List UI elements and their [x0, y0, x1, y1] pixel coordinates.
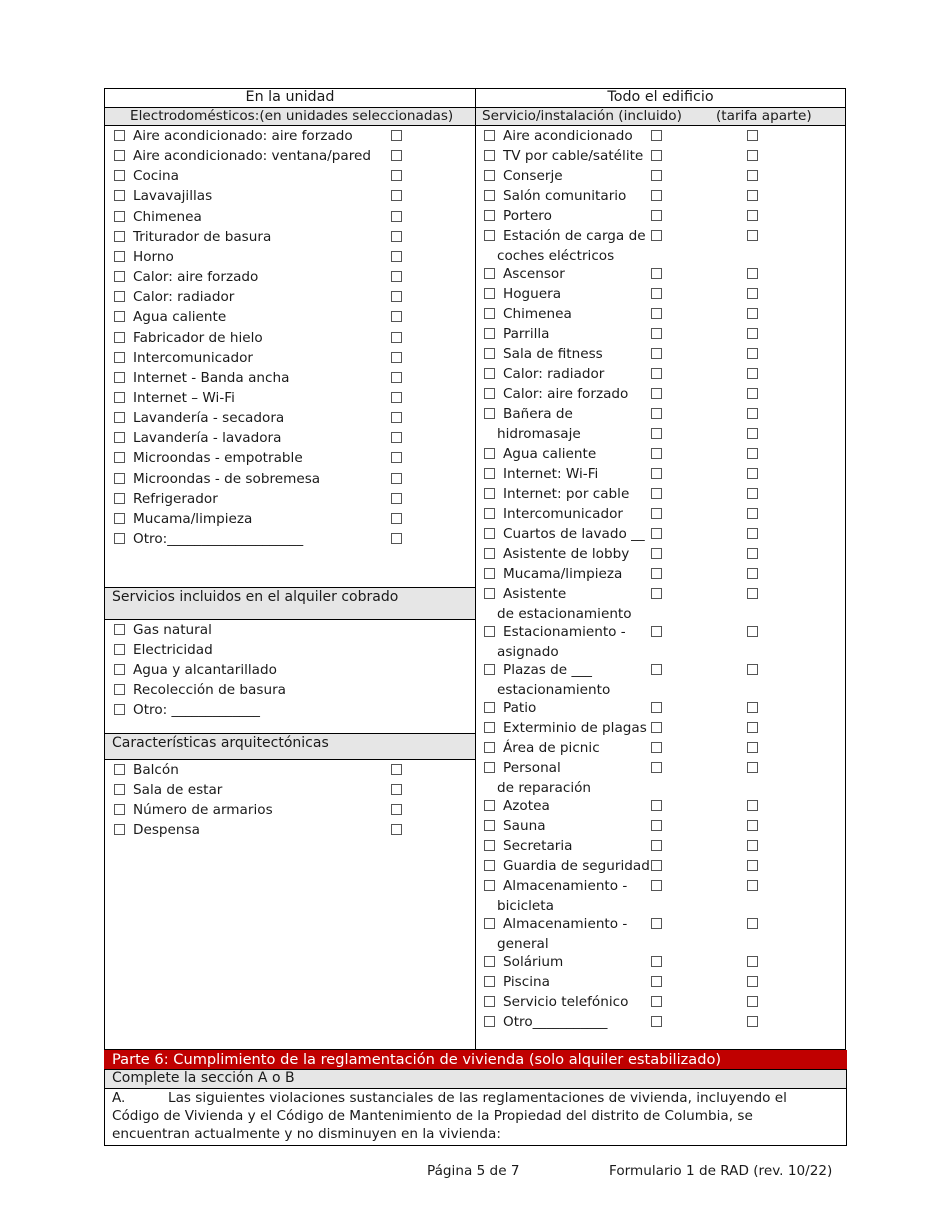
- included-checkbox[interactable]: [651, 150, 662, 161]
- building-service-checkbox[interactable]: [484, 820, 495, 831]
- appliance-selected-checkbox[interactable]: [391, 311, 402, 322]
- appliance-label: Aire acondicionado: aire forzado: [133, 128, 353, 144]
- architectural-label: Sala de estar: [133, 782, 223, 798]
- separate-fee-checkbox[interactable]: [747, 150, 758, 161]
- appliance-selected-checkbox[interactable]: [391, 473, 402, 484]
- appliance-checkbox[interactable]: [114, 372, 125, 383]
- appliance-checkbox[interactable]: [114, 412, 125, 423]
- included-checkbox[interactable]: [651, 408, 662, 419]
- included-checkbox[interactable]: [651, 368, 662, 379]
- form-id: Formulario 1 de RAD (rev. 10/22): [609, 1163, 833, 1179]
- appliance-label: Calor: radiador: [133, 289, 235, 305]
- separate-fee-checkbox[interactable]: [747, 762, 758, 773]
- building-service-label: Piscina: [503, 974, 550, 990]
- building-service-label-line2: de reparación: [497, 780, 592, 796]
- rent-services-top-line: [104, 587, 475, 588]
- rent-service-checkbox[interactable]: [114, 684, 125, 695]
- rent-services-title: Servicios incluidos en el alquiler cobrado: [112, 589, 399, 605]
- appliance-checkbox[interactable]: [114, 211, 125, 222]
- included-checkbox[interactable]: [651, 548, 662, 559]
- building-service-label: Cuartos de lavado __: [503, 526, 645, 542]
- architectural-label: Despensa: [133, 822, 200, 838]
- separate-fee-checkbox[interactable]: [747, 210, 758, 221]
- separate-fee-checkbox[interactable]: [747, 488, 758, 499]
- rent-service-label: Otro: _____________: [133, 702, 260, 718]
- building-service-checkbox[interactable]: [484, 568, 495, 579]
- building-service-checkbox[interactable]: [484, 664, 495, 675]
- rent-service-label: Recolección de basura: [133, 682, 286, 698]
- appliance-label: Chimenea: [133, 209, 202, 225]
- part6-instruction: Complete la sección A o B: [112, 1070, 295, 1086]
- building-service-label: Área de picnic: [503, 740, 600, 756]
- rent-service-checkbox[interactable]: [114, 624, 125, 635]
- building-service-label: Exterminio de plagas: [503, 720, 647, 736]
- building-service-label: Estacionamiento -: [503, 624, 626, 640]
- section-a-letter: A.: [112, 1090, 126, 1106]
- building-service-checkbox[interactable]: [484, 468, 495, 479]
- appliances-subheader: Electrodomésticos:(en unidades seleccionadas): [130, 108, 454, 124]
- building-service-label-line2: de estacionamiento: [497, 606, 632, 622]
- building-service-label: Estación de carga de: [503, 228, 646, 244]
- rent-service-label: Agua y alcantarillado: [133, 662, 277, 678]
- rent-services-bottom-line: [104, 619, 475, 620]
- rent-service-checkbox[interactable]: [114, 644, 125, 655]
- building-service-label: Calor: aire forzado: [503, 386, 629, 402]
- separate-fee-checkbox[interactable]: [747, 976, 758, 987]
- building-service-checkbox[interactable]: [484, 150, 495, 161]
- included-checkbox[interactable]: [651, 348, 662, 359]
- included-checkbox[interactable]: [651, 488, 662, 499]
- building-service-checkbox[interactable]: [484, 880, 495, 891]
- building-service-checkbox[interactable]: [484, 626, 495, 637]
- building-service-label: Plazas de ___: [503, 662, 592, 678]
- separate-fee-checkbox[interactable]: [747, 448, 758, 459]
- appliance-checkbox[interactable]: [114, 190, 125, 201]
- appliance-label: Intercomunicador: [133, 350, 253, 366]
- separate-fee-checkbox[interactable]: [747, 702, 758, 713]
- architectural-selected-checkbox[interactable]: [391, 804, 402, 815]
- appliance-label: Calor: aire forzado: [133, 269, 259, 285]
- building-service-label: Sauna: [503, 818, 546, 834]
- building-service-label: Internet: Wi-Fi: [503, 466, 599, 482]
- included-checkbox[interactable]: [651, 762, 662, 773]
- building-service-checkbox[interactable]: [484, 210, 495, 221]
- building-service-label: Solárium: [503, 954, 564, 970]
- building-service-label: Calor: radiador: [503, 366, 605, 382]
- appliance-checkbox[interactable]: [114, 493, 125, 504]
- building-service-label: Chimenea: [503, 306, 572, 322]
- page-number: Página 5 de 7: [427, 1163, 520, 1179]
- separate-fee-checkbox[interactable]: [747, 328, 758, 339]
- building-service-checkbox[interactable]: [484, 190, 495, 201]
- building-service-label-line2: bicicleta: [497, 898, 554, 914]
- column-divider: [475, 88, 476, 1050]
- building-service-checkbox[interactable]: [484, 976, 495, 987]
- included-checkbox[interactable]: [651, 722, 662, 733]
- rent-service-label: Gas natural: [133, 622, 212, 638]
- building-service-label: Aire acondicionado: [503, 128, 633, 144]
- building-service-label: Parrilla: [503, 326, 550, 342]
- appliance-checkbox[interactable]: [114, 513, 125, 524]
- separate-fee-checkbox[interactable]: [747, 130, 758, 141]
- separate-fee-checkbox[interactable]: [747, 956, 758, 967]
- appliance-selected-checkbox[interactable]: [391, 513, 402, 524]
- separate-fee-checkbox[interactable]: [747, 548, 758, 559]
- separate-fee-checkbox[interactable]: [747, 880, 758, 891]
- separate-fee-checkbox[interactable]: [747, 288, 758, 299]
- building-service-checkbox[interactable]: [484, 130, 495, 141]
- building-service-checkbox[interactable]: [484, 230, 495, 241]
- included-checkbox[interactable]: [651, 288, 662, 299]
- building-service-label: Bañera de: [503, 406, 573, 422]
- rent-service-checkbox[interactable]: [114, 704, 125, 715]
- appliance-selected-checkbox[interactable]: [391, 291, 402, 302]
- appliance-checkbox[interactable]: [114, 170, 125, 181]
- separate-fee-checkbox[interactable]: [747, 408, 758, 419]
- fee-subheader: (tarifa aparte): [716, 108, 812, 124]
- included-checkbox[interactable]: [651, 568, 662, 579]
- appliance-checkbox[interactable]: [114, 251, 125, 262]
- separate-fee-checkbox[interactable]: [747, 190, 758, 201]
- appliance-checkbox[interactable]: [114, 473, 125, 484]
- appliance-label: Aire acondicionado: ventana/pared: [133, 148, 372, 164]
- appliance-checkbox[interactable]: [114, 452, 125, 463]
- appliance-label: Horno: [133, 249, 174, 265]
- building-column-header: Todo el edificio: [607, 89, 714, 105]
- building-service-checkbox[interactable]: [484, 762, 495, 773]
- appliance-label: Cocina: [133, 168, 180, 184]
- building-service-checkbox[interactable]: [484, 722, 495, 733]
- included-checkbox[interactable]: [651, 508, 662, 519]
- appliance-selected-checkbox[interactable]: [391, 150, 402, 161]
- appliance-selected-checkbox[interactable]: [391, 251, 402, 262]
- included-checkbox[interactable]: [651, 742, 662, 753]
- building-service-checkbox[interactable]: [484, 588, 495, 599]
- separate-fee-checkbox[interactable]: [747, 800, 758, 811]
- included-checkbox[interactable]: [651, 918, 662, 929]
- services-subheader: Servicio/instalación (incluido): [482, 108, 682, 124]
- building-service-checkbox[interactable]: [484, 548, 495, 559]
- separate-fee-checkbox[interactable]: [747, 568, 758, 579]
- building-service-label-line2: coches eléctricos: [497, 248, 615, 264]
- included-checkbox[interactable]: [651, 130, 662, 141]
- building-service-label: Asistente de lobby: [503, 546, 630, 562]
- included-checkbox[interactable]: [651, 170, 662, 181]
- separate-fee-checkbox[interactable]: [747, 996, 758, 1007]
- building-service-label: Guardia de seguridad: [503, 858, 650, 874]
- separate-fee-checkbox[interactable]: [747, 860, 758, 871]
- building-service-label: Sala de fitness: [503, 346, 603, 362]
- included-checkbox[interactable]: [651, 820, 662, 831]
- separate-fee-checkbox[interactable]: [747, 508, 758, 519]
- appliance-selected-checkbox[interactable]: [391, 372, 402, 383]
- included-checkbox[interactable]: [651, 190, 662, 201]
- included-checkbox[interactable]: [651, 388, 662, 399]
- architectural-selected-checkbox[interactable]: [391, 824, 402, 835]
- included-checkbox[interactable]: [651, 268, 662, 279]
- building-service-label-line2: general: [497, 936, 549, 952]
- appliance-label: Microondas - empotrable: [133, 450, 303, 466]
- rent-service-label: Electricidad: [133, 642, 213, 658]
- separate-fee-checkbox[interactable]: [747, 840, 758, 851]
- appliance-selected-checkbox[interactable]: [391, 352, 402, 363]
- appliance-checkbox[interactable]: [114, 432, 125, 443]
- separate-fee-checkbox[interactable]: [747, 664, 758, 675]
- building-service-label: Patio: [503, 700, 537, 716]
- appliance-selected-checkbox[interactable]: [391, 170, 402, 181]
- building-service-label: Azotea: [503, 798, 550, 814]
- appliance-checkbox[interactable]: [114, 352, 125, 363]
- included-checkbox[interactable]: [651, 976, 662, 987]
- appliance-checkbox[interactable]: [114, 392, 125, 403]
- appliance-selected-checkbox[interactable]: [391, 432, 402, 443]
- included-checkbox[interactable]: [651, 210, 662, 221]
- appliance-selected-checkbox[interactable]: [391, 493, 402, 504]
- building-service-checkbox[interactable]: [484, 702, 495, 713]
- building-service-label-line2: hidromasaje: [497, 426, 581, 442]
- included-checkbox[interactable]: [651, 1016, 662, 1027]
- included-checkbox[interactable]: [651, 840, 662, 851]
- appliance-selected-checkbox[interactable]: [391, 392, 402, 403]
- building-service-checkbox[interactable]: [484, 508, 495, 519]
- building-service-label: Hoguera: [503, 286, 562, 302]
- building-service-checkbox[interactable]: [484, 840, 495, 851]
- unit-column-header: En la unidad: [245, 89, 335, 105]
- separate-fee-checkbox[interactable]: [747, 230, 758, 241]
- building-service-label: Asistente: [503, 586, 567, 602]
- architectural-checkbox[interactable]: [114, 824, 125, 835]
- building-service-checkbox[interactable]: [484, 488, 495, 499]
- appliance-label: Fabricador de hielo: [133, 330, 263, 346]
- appliance-label: Microondas - de sobremesa: [133, 471, 321, 487]
- included-checkbox[interactable]: [651, 588, 662, 599]
- architectural-selected-checkbox[interactable]: [391, 784, 402, 795]
- separate-fee-checkbox[interactable]: [747, 348, 758, 359]
- separate-fee-checkbox[interactable]: [747, 388, 758, 399]
- appliance-checkbox[interactable]: [114, 332, 125, 343]
- building-service-checkbox[interactable]: [484, 308, 495, 319]
- building-service-label: Agua caliente: [503, 446, 597, 462]
- building-service-label: Almacenamiento -: [503, 878, 628, 894]
- appliance-label: Refrigerador: [133, 491, 218, 507]
- building-service-label: TV por cable/satélite: [503, 148, 644, 164]
- architectural-selected-checkbox[interactable]: [391, 764, 402, 775]
- separate-fee-checkbox[interactable]: [747, 528, 758, 539]
- building-service-checkbox[interactable]: [484, 918, 495, 929]
- appliance-label: Internet – Wi-Fi: [133, 390, 235, 406]
- appliance-selected-checkbox[interactable]: [391, 271, 402, 282]
- appliance-checkbox[interactable]: [114, 271, 125, 282]
- section-a-line-2: Código de Vivienda y el Código de Mantenimiento de la Propiedad del distrito de Columbia, se: [112, 1108, 753, 1124]
- included-checkbox[interactable]: [651, 800, 662, 811]
- architectural-checkbox[interactable]: [114, 804, 125, 815]
- building-service-checkbox[interactable]: [484, 268, 495, 279]
- building-service-checkbox[interactable]: [484, 956, 495, 967]
- appliance-label: Lavandería - lavadora: [133, 430, 282, 446]
- building-service-checkbox[interactable]: [484, 288, 495, 299]
- building-service-checkbox[interactable]: [484, 742, 495, 753]
- appliance-selected-checkbox[interactable]: [391, 190, 402, 201]
- architectural-title: Características arquitectónicas: [112, 735, 329, 751]
- included-checkbox[interactable]: [651, 996, 662, 1007]
- separate-fee-checkbox[interactable]: [747, 626, 758, 637]
- building-service-label: Mucama/limpieza: [503, 566, 623, 582]
- appliance-selected-checkbox[interactable]: [391, 211, 402, 222]
- appliance-checkbox[interactable]: [114, 291, 125, 302]
- appliance-selected-checkbox[interactable]: [391, 231, 402, 242]
- building-service-checkbox[interactable]: [484, 800, 495, 811]
- separate-fee-checkbox[interactable]: [747, 268, 758, 279]
- section-a-line-1: Las siguientes violaciones sustanciales de las reglamentaciones de vivienda, incluyendo el: [168, 1090, 787, 1106]
- building-service-label: Salón comunitario: [503, 188, 627, 204]
- building-service-label: Almacenamiento -: [503, 916, 628, 932]
- separate-fee-checkbox[interactable]: [747, 722, 758, 733]
- separate-fee-checkbox[interactable]: [747, 308, 758, 319]
- building-service-label: Portero: [503, 208, 552, 224]
- included-checkbox[interactable]: [651, 230, 662, 241]
- architectural-label: Balcón: [133, 762, 179, 778]
- building-service-label: Internet: por cable: [503, 486, 630, 502]
- included-checkbox[interactable]: [651, 428, 662, 439]
- appliance-label: Triturador de basura: [133, 229, 272, 245]
- part6-title: Parte 6: Cumplimiento de la reglamentación de vivienda (solo alquiler estabilizado): [112, 1051, 722, 1068]
- included-checkbox[interactable]: [651, 328, 662, 339]
- appliance-label: Mucama/limpieza: [133, 511, 253, 527]
- included-checkbox[interactable]: [651, 626, 662, 637]
- appliance-label: Agua caliente: [133, 309, 227, 325]
- building-service-label: Otro___________: [503, 1014, 608, 1030]
- building-service-checkbox[interactable]: [484, 1016, 495, 1027]
- separate-fee-checkbox[interactable]: [747, 1016, 758, 1027]
- building-service-label: Servicio telefónico: [503, 994, 629, 1010]
- appliance-checkbox[interactable]: [114, 533, 125, 544]
- building-service-label-line2: asignado: [497, 644, 559, 660]
- architectural-label: Número de armarios: [133, 802, 273, 818]
- building-service-checkbox[interactable]: [484, 860, 495, 871]
- appliance-checkbox[interactable]: [114, 150, 125, 161]
- building-service-label: Conserje: [503, 168, 563, 184]
- included-checkbox[interactable]: [651, 664, 662, 675]
- separate-fee-checkbox[interactable]: [747, 170, 758, 181]
- appliance-label: Lavavajillas: [133, 188, 213, 204]
- building-service-checkbox[interactable]: [484, 348, 495, 359]
- building-service-checkbox[interactable]: [484, 170, 495, 181]
- building-service-label: Personal: [503, 760, 561, 776]
- separate-fee-checkbox[interactable]: [747, 428, 758, 439]
- included-checkbox[interactable]: [651, 468, 662, 479]
- appliance-label: Otro:____________________: [133, 531, 304, 547]
- included-checkbox[interactable]: [651, 448, 662, 459]
- included-checkbox[interactable]: [651, 956, 662, 967]
- appliance-checkbox[interactable]: [114, 311, 125, 322]
- building-service-checkbox[interactable]: [484, 996, 495, 1007]
- appliance-label: Internet - Banda ancha: [133, 370, 290, 386]
- separate-fee-checkbox[interactable]: [747, 742, 758, 753]
- architectural-checkbox[interactable]: [114, 784, 125, 795]
- separate-fee-checkbox[interactable]: [747, 368, 758, 379]
- appliance-selected-checkbox[interactable]: [391, 130, 402, 141]
- appliance-label: Lavandería - secadora: [133, 410, 285, 426]
- building-service-checkbox[interactable]: [484, 528, 495, 539]
- included-checkbox[interactable]: [651, 880, 662, 891]
- separate-fee-checkbox[interactable]: [747, 820, 758, 831]
- appliance-checkbox[interactable]: [114, 130, 125, 141]
- building-service-checkbox[interactable]: [484, 368, 495, 379]
- building-service-checkbox[interactable]: [484, 408, 495, 419]
- architectural-bottom-line: [104, 759, 475, 760]
- architectural-checkbox[interactable]: [114, 764, 125, 775]
- appliance-selected-checkbox[interactable]: [391, 533, 402, 544]
- included-checkbox[interactable]: [651, 860, 662, 871]
- building-service-label: Ascensor: [503, 266, 565, 282]
- building-service-label: Secretaria: [503, 838, 573, 854]
- building-service-label-line2: estacionamiento: [497, 682, 611, 698]
- appliance-selected-checkbox[interactable]: [391, 452, 402, 463]
- building-service-label: Intercomunicador: [503, 506, 623, 522]
- rent-service-checkbox[interactable]: [114, 664, 125, 675]
- building-service-checkbox[interactable]: [484, 388, 495, 399]
- section-a-line-3: encuentran actualmente y no disminuyen en la vivienda:: [112, 1126, 501, 1142]
- building-service-checkbox[interactable]: [484, 448, 495, 459]
- separate-fee-checkbox[interactable]: [747, 918, 758, 929]
- separate-fee-checkbox[interactable]: [747, 588, 758, 599]
- appliance-checkbox[interactable]: [114, 231, 125, 242]
- separate-fee-checkbox[interactable]: [747, 468, 758, 479]
- building-service-checkbox[interactable]: [484, 328, 495, 339]
- included-checkbox[interactable]: [651, 702, 662, 713]
- included-checkbox[interactable]: [651, 308, 662, 319]
- appliance-selected-checkbox[interactable]: [391, 332, 402, 343]
- included-checkbox[interactable]: [651, 528, 662, 539]
- appliance-selected-checkbox[interactable]: [391, 412, 402, 423]
